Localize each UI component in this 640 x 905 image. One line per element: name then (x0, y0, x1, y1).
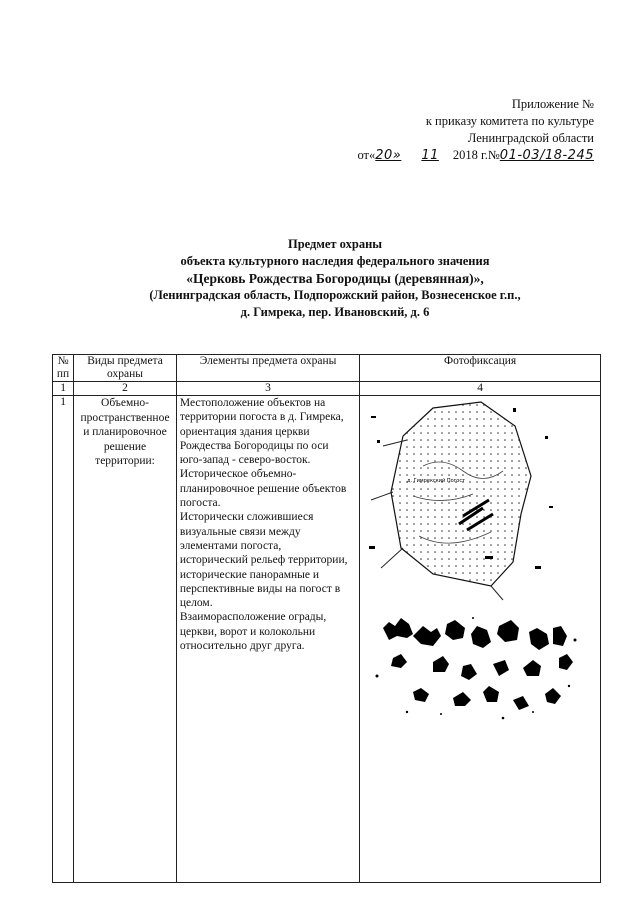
col-number-2: 2 (74, 382, 177, 396)
title-line-1: Предмет охраны (287, 237, 383, 251)
element-line: Взаиморасположение ограды, (179, 611, 327, 624)
element-line: исторический рельеф территории, (179, 554, 348, 567)
date-day: 20» (375, 148, 402, 163)
row-photo (360, 396, 601, 883)
title-line-5: д. Гимрека, пер. Ивановский, д. 6 (240, 305, 430, 319)
table-header-row (53, 355, 601, 382)
row-number: 1 (53, 396, 74, 883)
order-number: 01-03/18-245 (499, 148, 594, 163)
kind-line: Объемно- (101, 397, 149, 409)
map-label: д. Гимрекский Погост (407, 478, 466, 484)
protection-table (52, 354, 601, 883)
photo-figures (363, 396, 595, 882)
header-kinds-line-2: охраны (107, 368, 143, 380)
territory-boundary (391, 402, 531, 586)
element-line: относительно друг друга. (179, 640, 305, 653)
element-line: территории погоста в д. Гимрека, (179, 411, 344, 424)
kind-line: территории: (95, 455, 155, 467)
title-line-4: (Ленинградская область, Подпорожский район, Вознесенское г.п., (149, 288, 521, 302)
element-line: Исторически сложившиеся (179, 511, 314, 524)
col-number-4: 4 (360, 382, 601, 396)
site-plan-map (369, 402, 553, 600)
document-title (120, 236, 550, 321)
element-line: визуальные связи между (179, 525, 301, 538)
header-elements: Элементы предмета охраны (176, 355, 359, 382)
element-line: целом. (179, 597, 213, 610)
element-line: погоста. (179, 497, 221, 510)
table-row (53, 396, 601, 883)
appendix-region: Ленинградской области (467, 131, 594, 145)
title-line-2: объекта культурного наследия федерального значения (180, 254, 490, 268)
header-kinds (74, 355, 177, 382)
element-line: Рождества Богородицы по оси (179, 439, 329, 452)
date-year: 2018 г.№ (452, 148, 500, 162)
element-line: Местоположение объектов на (179, 397, 326, 409)
element-line: юго-запад - северо-восток. (179, 454, 311, 467)
col-number-1: 1 (53, 382, 74, 396)
date-prefix: от« (357, 148, 376, 162)
table-column-numbers (53, 382, 601, 396)
appendix-block (354, 96, 594, 164)
col-number-3: 3 (176, 382, 359, 396)
header-kinds-line-1: Виды предмета (87, 355, 163, 367)
title-line-3: «Церковь Рождества Богородицы (деревянная)», (186, 271, 484, 286)
row-elements (176, 396, 359, 883)
element-line: планировочное решение объектов (179, 482, 347, 495)
row-kind (74, 396, 177, 883)
header-photo: Фотофиксация (360, 355, 601, 382)
kind-line: пространственное (80, 411, 170, 424)
photo-trees (376, 617, 577, 719)
appendix-order-ref: к приказу комитета по культуре (425, 114, 594, 128)
appendix-date-line (354, 147, 594, 164)
header-num: № пп (53, 355, 74, 382)
element-line: перспективные виды на погост в (179, 582, 341, 595)
kind-line: и планировочное (83, 426, 167, 438)
element-line: элементами погоста, (179, 539, 282, 552)
element-line: исторические панорамные и (179, 568, 319, 581)
date-month: 11 (421, 148, 439, 163)
kind-line: решение (103, 440, 147, 453)
element-line: ориентация здания церкви (179, 425, 310, 438)
element-line: церкви, ворот и колокольни (179, 625, 316, 638)
element-line: Историческое объемно- (179, 468, 297, 481)
appendix-title: Приложение № (511, 97, 594, 111)
